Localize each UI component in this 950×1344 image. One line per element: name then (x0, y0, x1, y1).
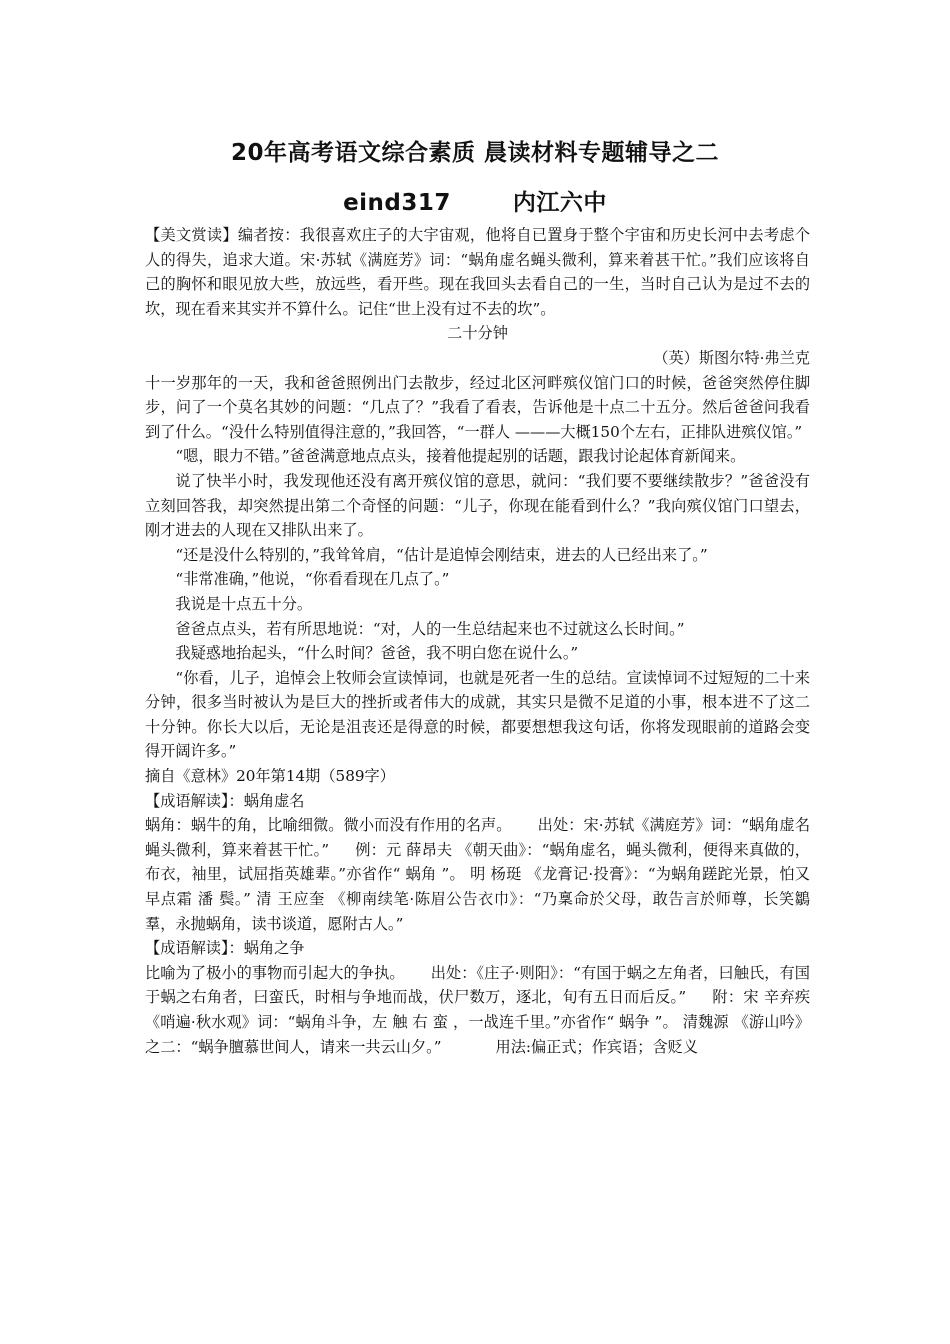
idiom2-source-label: 出处： (430, 963, 477, 982)
intro-paragraph: 【美文赏读】编者按：我很喜欢庄子的大宇宙观，他将自已置身于整个宇宙和历史长河中去考虑个人的得失，追求大道。宋·苏轼《满庭芳》词：“蜗角虚名蝇头微利，算来着甚干忙。”我们应该将自己的胸怀和眼见放大些，放远些，看开些。现在我回头去看自己的一生，当时自己认为是过不去的坎，现在看来其实并不算什么。记住“世上没有过不去的坎”。 (145, 226, 810, 318)
idiom1-source: 宋·苏轼《满庭芳》词：“蜗角虚名蝇头微利，算来着甚干忙。” (145, 816, 811, 859)
story-paragraph: 说了快半小时，我发现他还没有离开殡仪馆的意思，就问：“我们要不要继续散步？”爸爸没有立刻回答我，却突然提出第二个奇怪的问题：“儿子，你现在能看到什么？”我向殡仪馆门口望去，刚才进去的人现在又排队出来了。 (145, 471, 810, 540)
document-subtitle (0, 184, 950, 217)
story-paragraph: 十一岁那年的一天，我和爸爸照例出门去散步，经过北区河畔殡仪馆门口的时候，爸爸突然停住脚步，问了一个莫名其妙的问题：“几点了？”我看了看表，告诉他是十点二十五分。然后爸爸问我看到了什么。“没什么特别值得注意的，”我回答，“一群人 ———大概150个左右，正排队进殡仪馆。” (145, 373, 810, 441)
document-body (145, 223, 810, 1059)
story-paragraph: “非常准确，”他说，“你看看现在几点了。” (175, 570, 450, 589)
idiom2-source: 《庄子·则阳》：“有国于蜗之左角者，曰触氏，有国于蜗之右角者，曰蛮氏，时相与争地而战，伏尸数万，逐北，旬有五日而后反。” (145, 963, 810, 1007)
idiom2-attach-label: 附： (712, 988, 744, 1007)
document-title: 20年高考语文综合素质 晨读材料专题辅导之二 (230, 140, 719, 166)
story-source: 摘自《意林》20年第14期（589字） (145, 767, 395, 786)
story-paragraph: 爸爸点点头，若有所思地说：“对，人的一生总结起来也不过就这么长时间。” (175, 619, 685, 638)
idiom1-example: 元 薛昂夫 《朝天曲》：“蜗角虚名，蝇头微利，便得来真做的，布衣，袖里，试屈指英雄辈。”亦省作“ 蜗角 ”。 明 杨珽 《龙膏记·投膏》：“为蜗角蹉跎光景，怕又早点霜 潘 鬓。” 清 王应奎 《柳南续笔·陈眉公告衣巾》：“乃稟命於父母，敢告言於师尊，长笑鶵羣，永抛蜗角，读书谈道，愿附古人。” (145, 840, 810, 933)
idiom1-heading: 【成语解读】：蜗角虚名 (145, 791, 305, 810)
story-title: 二十分钟 (447, 324, 508, 343)
idiom2-usage: 用法:偏正式；作宾语；含贬义 (495, 1037, 699, 1056)
idiom1-meaning: 蜗角：蜗牛的角，比喻细微。微小而没有作用的名声。 (145, 816, 512, 835)
school-name: 内江六中 (512, 190, 607, 216)
idiom1-body (145, 813, 810, 936)
idiom2-body (145, 961, 810, 1059)
idiom1-example-label: 例： (355, 840, 386, 859)
story-author: （英）斯图尔特·弗兰克 (653, 348, 810, 367)
story-paragraph: “还是没什么特别的，”我耸耸肩，“估计是追悼会刚结束，进去的人已经出来了。” (175, 545, 708, 564)
document-code: eind317 (343, 190, 451, 216)
idiom2-attach: 宋 辛弃疾 《哨遍·秋水观》词：“蜗角斗争，左 触 右 蛮 ，一战连千里。”亦省作“ 蜗争 ”。 清魏源 《游山吟》之二：“蜗争膻慕世间人，请来一共云山夕。” (145, 988, 811, 1056)
story-paragraph: “嗯，眼力不错。”爸爸满意地点点头，接着他提起别的话题，跟我讨论起体育新闻来。 (175, 447, 746, 466)
idiom1-source-label: 出处： (537, 816, 584, 835)
story-paragraph: 我说是十点五十分。 (175, 594, 313, 613)
story-paragraph: 我疑惑地抬起头，“什么时间？爸爸，我不明白您在说什么。” (175, 644, 579, 663)
idiom2-meaning: 比喻为了极小的事物而引起大的争执。 (145, 963, 405, 982)
story-paragraph: “你看，儿子，追悼会上牧师会宣读悼词，也就是死者一生的总结。宣读悼词不过短短的二十来分钟，很多当时被认为是巨大的挫折或者伟大的成就，其实只是微不足道的小事，根本进不了这二十分钟。你长大以后，无论是沮丧还是得意的时候，都要想想我这句话，你将发现眼前的道路会变得开阔许多。” (145, 668, 810, 761)
idiom2-heading: 【成语解读】：蜗角之争 (145, 939, 305, 958)
